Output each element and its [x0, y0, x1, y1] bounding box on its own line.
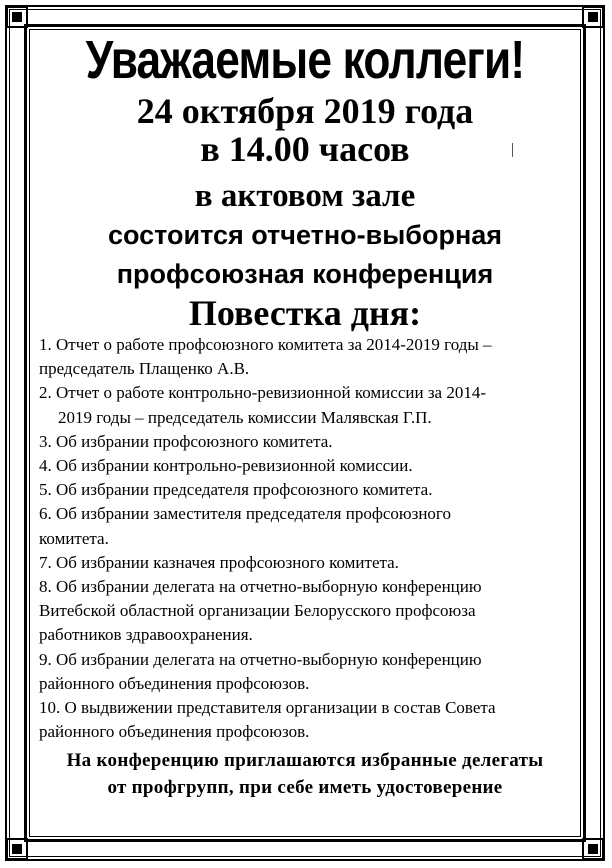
page-title: Уважаемые коллеги!: [85, 30, 525, 90]
agenda-item: [39, 696, 580, 744]
agenda-list: [30, 333, 580, 744]
corner-ornament-icon: [581, 5, 605, 29]
event-date: 24 октября 2019 года: [136, 91, 474, 131]
agenda-item: [39, 575, 580, 648]
agenda-item-text: 6. Об избрании заместителя председателя профсоюзного: [39, 504, 451, 524]
agenda-item: [39, 381, 580, 429]
event-time: в 14.00 часов: [200, 129, 410, 169]
agenda-item-text: 9. Об избрании делегата на отчетно-выборную конференцию: [39, 649, 482, 669]
agenda-item-text: 1. Отчет о работе профсоюзного комитета за 2014-2019 годы –: [39, 335, 492, 354]
agenda-item-text: районного объединения профсоюзов.: [39, 673, 310, 693]
agenda-item: [39, 551, 580, 575]
footer-note-line-1: На конференцию приглашаются избранные делегаты: [66, 750, 544, 772]
agenda-item-text: председатель Плащенко А.В.: [39, 359, 250, 379]
agenda-item-text: Витебской областной организации Белорусского профсоюза: [39, 601, 476, 621]
agenda-item: [39, 648, 580, 696]
agenda-item-text: 5. Об избрании председателя профсоюзного комитета.: [39, 480, 433, 500]
event-description-line-2: профсоюзная конференция: [116, 259, 494, 289]
agenda-item-text: 8. Об избрании делегата на отчетно-выборную конференцию: [39, 577, 482, 597]
agenda-item: [39, 502, 580, 550]
agenda-title: Повестка дня:: [188, 293, 422, 333]
agenda-item: [39, 478, 580, 502]
event-description-line-1: состоится отчетно-выборная: [107, 220, 503, 250]
agenda-item: [39, 430, 580, 454]
agenda-item: [39, 454, 580, 478]
event-place: в актовом зале: [194, 178, 416, 214]
agenda-item-text: 2019 годы – председатель комиссии Малявская Г.П.: [58, 407, 432, 427]
agenda-item-text: районного объединения профсоюзов.: [39, 722, 310, 742]
agenda-item-text: 4. Об избрании контрольно-ревизионной комиссии.: [39, 456, 413, 476]
agenda-item-text: комитета.: [39, 528, 109, 548]
announcement: [30, 28, 580, 801]
corner-ornament-icon: [5, 5, 29, 29]
agenda-item-text: 10. О выдвижении представителя организации в состав Совета: [39, 698, 496, 718]
agenda-item-text: 7. Об избрании казначея профсоюзного комитета.: [39, 552, 399, 572]
footer-note-line-2: от профгрупп, при себе иметь удостоверение: [107, 777, 503, 799]
agenda-item: [39, 333, 580, 381]
corner-ornament-icon: [5, 837, 29, 861]
agenda-item-text: 2. Отчет о работе контрольно-ревизионной комиссии за 2014-: [39, 383, 486, 403]
agenda-item-text: 3. Об избрании профсоюзного комитета.: [39, 431, 333, 451]
agenda-item-text: работников здравоохранения.: [39, 625, 253, 645]
corner-ornament-icon: [581, 837, 605, 861]
